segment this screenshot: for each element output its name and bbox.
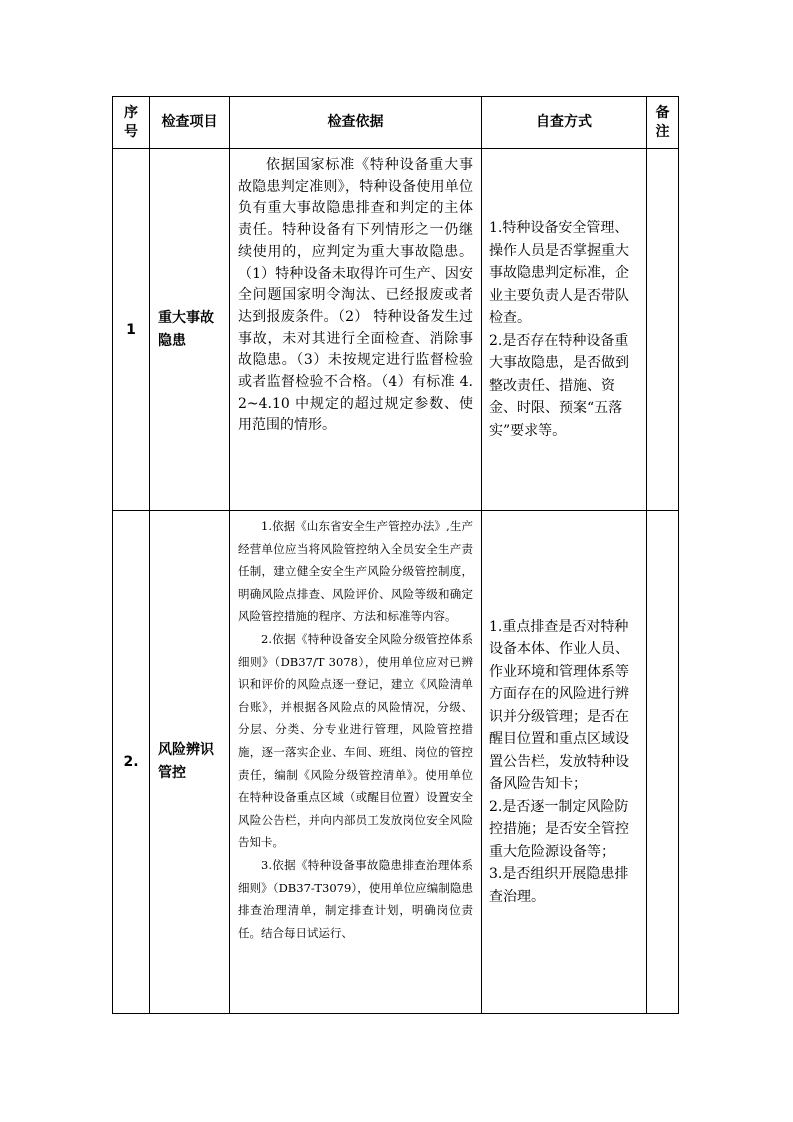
header-note xyxy=(647,97,679,149)
method-point: 1.特种设备安全管理、操作人员是否掌握重大事故隐患判定标准，企业主要负责人是否带队检查。 xyxy=(489,220,629,326)
basis-paragraph: 1.依据《山东省安全生产管控办法》,生产经营单位应当将风险管控纳入全员安全生产责任制，建立健全安全生产风险分级管控制度，明确风险点排查、风险评价、风险等级和确定风险管控措施的程序、方法和标准等内容。 xyxy=(238,519,473,624)
inspection-table-wrapper xyxy=(112,96,678,1014)
row-item: 风险辨识管控 xyxy=(150,511,230,1014)
row-note xyxy=(647,511,679,1014)
header-item: 检查项目 xyxy=(150,97,230,149)
header-note-text: 备注 xyxy=(655,104,670,140)
header-basis: 检查依据 xyxy=(230,97,482,149)
row-item: 重大事故隐患 xyxy=(150,149,230,511)
row-basis: 依据国家标准《特种设备重大事故隐患判定准则》，特种设备使用单位负有重大事故隐患排查和判定的主体责任。特种设备有下列情形之一仍继续使用的，应判定为重大事故隐患。（1）特种设备未取得许可生产、因安全问题国家明令淘汰、已经报废或者达到报废条件。（2） 特种设备发生过事故，未对其进行全面检查、消除事故隐患。（3）未按规定进行监督检验或者监督检验不合格。（4）有标准 4.2~4.10 中规定的超过规定参数、使用范围的情形。 xyxy=(230,149,482,511)
method-point: 3.是否组织开展隐患排查治理。 xyxy=(489,866,629,905)
basis-paragraph: 2.依据《特种设备安全风险分级管控体系细则》（DB37/T 3078），使用单位应对已辨识和评价的风险点逐一登记，建立《风险清单台账》，并根据各风险点的风险情况，分级、分层、分类、分专业进行管理，风险管控措施，逐一落实企业、车间、班组、岗位的管控责任，编制《风险分级管控清单》。使用单位在特种设备重点区域（或醒目位置）设置安全风险公告栏，并向内部员工发放岗位安全风险告知卡。 xyxy=(238,631,473,850)
header-no xyxy=(113,97,150,149)
method-point: 1.重点排查是否对特种设备本体、作业人员、作业环境和管理体系等方面存在的风险进行辨识并分级管理；是否在醒目位置和重点区域设置公告栏，发放特种设备风险告知卡； xyxy=(489,618,629,793)
row-number: 1 xyxy=(113,149,150,511)
inspection-table xyxy=(112,96,679,1014)
header-no-text: 序号 xyxy=(124,104,138,140)
method-point: 2.是否存在特种设备重大事故隐患，是否做到整改责任、措施、资金、时限、预案“五落实”要求等。 xyxy=(489,332,629,439)
row-note xyxy=(647,149,679,511)
row-method xyxy=(482,511,647,1014)
basis-paragraph: 3.依据《特种设备事故隐患排查治理体系细则》（DB37-T3079），使用单位应编制隐患排查治理清单，制定排查计划，明确岗位责任。结合每日试运行、 xyxy=(238,857,473,940)
header-method: 自查方式 xyxy=(482,97,647,149)
row-method xyxy=(482,149,647,511)
row-basis xyxy=(230,511,482,1014)
method-point: 2.是否逐一制定风险防控措施；是否安全管控重大危险源设备等； xyxy=(489,798,629,860)
row-number: 2. xyxy=(113,511,150,1014)
table-row xyxy=(113,149,679,511)
table-row xyxy=(113,511,679,1014)
table-header-row xyxy=(113,97,679,149)
